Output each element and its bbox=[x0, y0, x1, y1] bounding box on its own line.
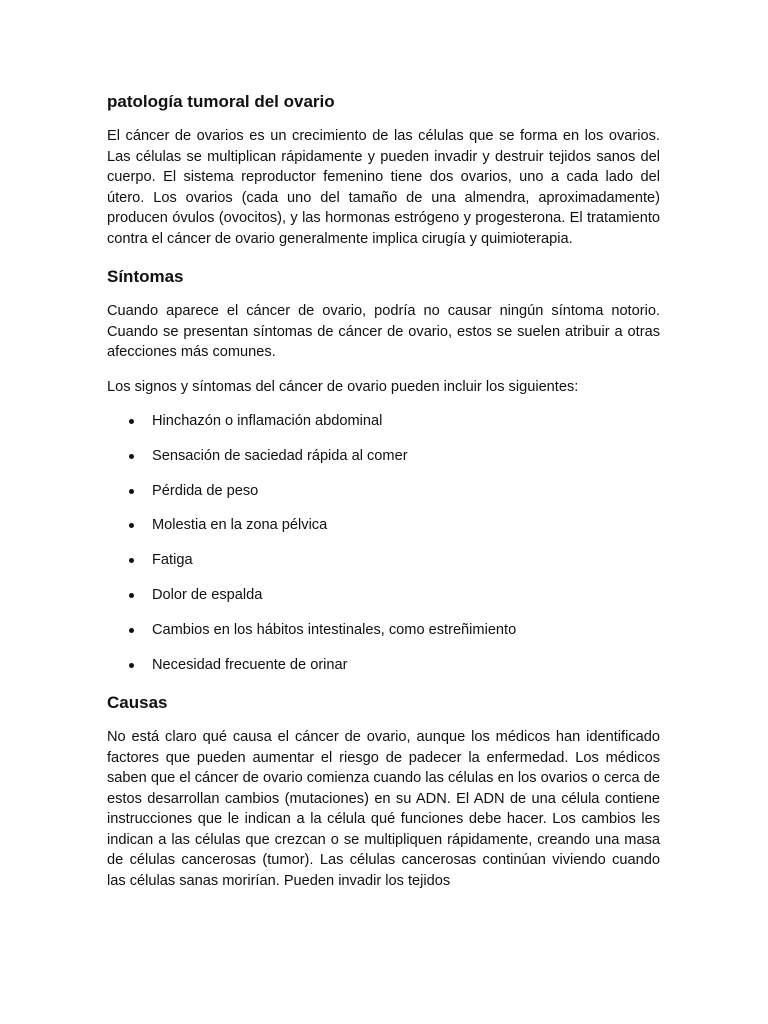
list-item bbox=[107, 515, 660, 536]
list-item bbox=[107, 411, 660, 432]
list-item bbox=[107, 550, 660, 571]
bullet-icon bbox=[129, 593, 134, 598]
bullet-icon bbox=[129, 454, 134, 459]
list-item-text: Sensación de saciedad rápida al comer bbox=[152, 447, 408, 464]
bullet-icon bbox=[129, 419, 134, 424]
list-item-text: Necesidad frecuente de orinar bbox=[152, 656, 348, 673]
bullet-icon bbox=[129, 663, 134, 668]
list-item bbox=[107, 585, 660, 606]
bullet-icon bbox=[129, 558, 134, 563]
list-item-text: Dolor de espalda bbox=[152, 586, 263, 603]
bullet-icon bbox=[129, 523, 134, 528]
symptoms-list-intro: Los signos y síntomas del cáncer de ovario pueden incluir los siguientes: bbox=[107, 378, 579, 395]
symptoms-list bbox=[107, 411, 660, 675]
intro-paragraph: El cáncer de ovarios es un crecimiento de las células que se forma en los ovarios. Las células se multiplican rápidamente y pueden invadir y destruir tejidos sanos del cuerpo. El sistema reproductor femenino tiene dos ovarios, uno a cada lado del útero. Los ovarios (cada uno del tamaño de una almendra, aproximadamente) producen óvulos (ovocitos), y las hormonas estrógeno y progesterona. El tratamiento contra el cáncer de ovario generalmente implica cirugía y quimioterapia. bbox=[107, 128, 660, 247]
bullet-icon bbox=[129, 628, 134, 633]
causes-heading: Causas bbox=[107, 693, 168, 713]
list-item-text: Molestia en la zona pélvica bbox=[152, 517, 328, 534]
causes-paragraph: No está claro qué causa el cáncer de ovario, aunque los médicos han identificado factores que pueden aumentar el riesgo de padecer la enfermedad. Los médicos saben que el cáncer de ovario comienza cuando las células en los ovarios o cerca de estos desarrollan cambios (mutaciones) en su ADN. El ADN de una célula contiene instrucciones que le indican a la célula qué funciones debe hacer. Los cambios les indican a las células que crezcan o se multipliquen rápidamente, creando una masa de células cancerosas (tumor). Las células cancerosas continúan viviendo cuando las células sanas morirían. Pueden invadir los tejidos bbox=[107, 729, 660, 889]
list-item bbox=[107, 620, 660, 641]
document-title: patología tumoral del ovario bbox=[107, 92, 335, 111]
list-item-text: Cambios en los hábitos intestinales, como estreñimiento bbox=[152, 621, 517, 638]
symptoms-paragraph: Cuando aparece el cáncer de ovario, podría no causar ningún síntoma notorio. Cuando se presentan síntomas de cáncer de ovario, estos se suelen atribuir a otras afecciones más comunes. bbox=[107, 303, 660, 360]
list-item bbox=[107, 446, 660, 467]
document-page bbox=[107, 91, 660, 891]
list-item bbox=[107, 655, 660, 676]
list-item-text: Pérdida de peso bbox=[152, 482, 259, 499]
list-item bbox=[107, 481, 660, 502]
bullet-icon bbox=[129, 489, 134, 494]
symptoms-heading: Síntomas bbox=[107, 267, 184, 286]
list-item-text: Hinchazón o inflamación abdominal bbox=[152, 413, 383, 429]
list-item-text: Fatiga bbox=[152, 552, 193, 569]
